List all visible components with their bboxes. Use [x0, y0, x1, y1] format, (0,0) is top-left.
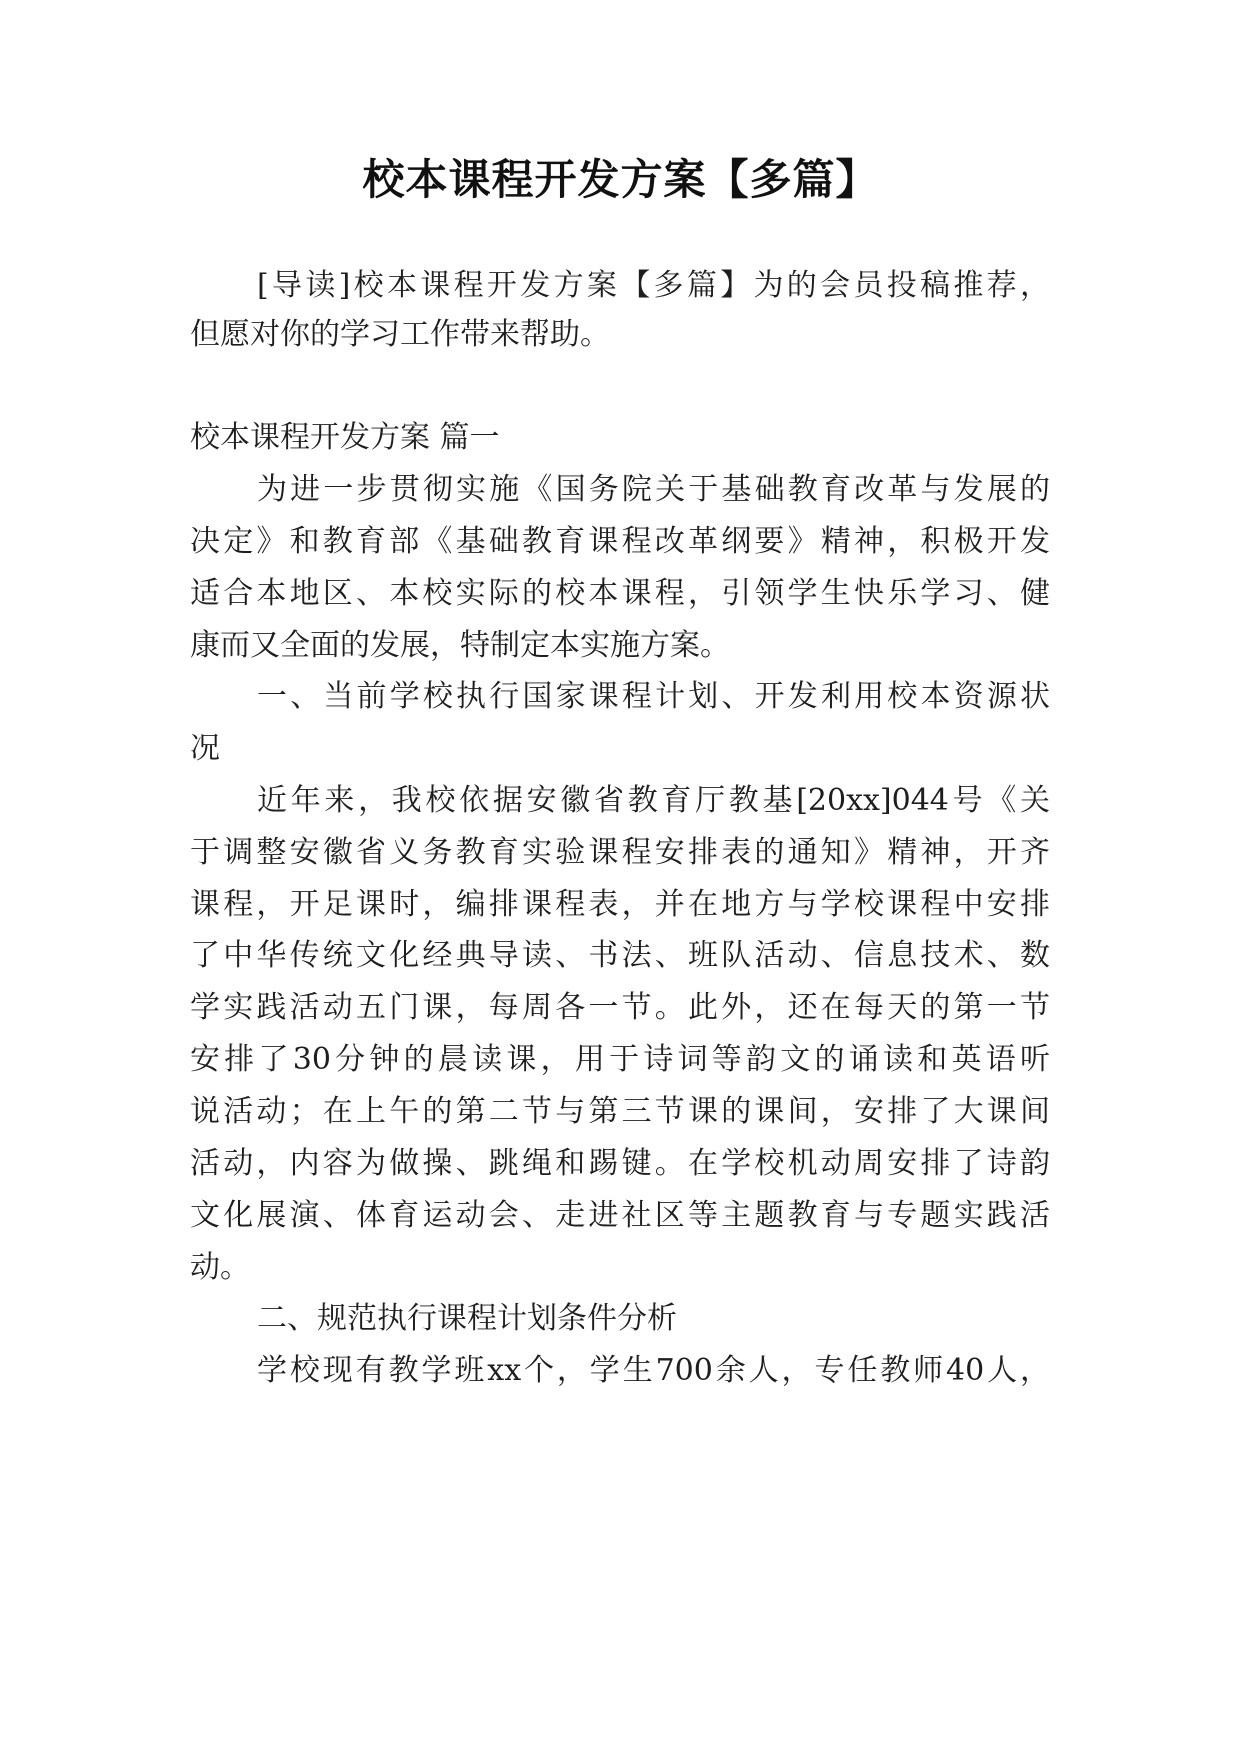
paragraph1-line-2: 决定》和教育部《基础教育课程改革纲要》精神，积极开发 — [190, 524, 1050, 559]
paragraph2-line-5: 学实践活动五门课，每周各一节。此外，还在每天的第一节 — [190, 990, 1050, 1025]
section-heading: 校本课程开发方案 篇一 — [190, 420, 500, 455]
paragraph2-line-1: 近年来，我校依据安徽省教育厅教基[20xx]044号《关 — [257, 783, 1050, 818]
paragraph1-line-1: 为进一步贯彻实施《国务院关于基础教育改革与发展的 — [257, 472, 1050, 507]
intro-line-2: 但愿对你的学习工作带来帮助。 — [190, 317, 610, 352]
paragraph2-line-6: 安排了30分钟的晨读课，用于诗词等韵文的诵读和英语听 — [190, 1042, 1050, 1077]
paragraph2-line-7: 说活动；在上午的第二节与第三节课的课间，安排了大课间 — [190, 1094, 1050, 1129]
paragraph1-line-4: 康而又全面的发展，特制定本实施方案。 — [190, 628, 730, 663]
paragraph1-line-3: 适合本地区、本校实际的校本课程，引领学生快乐学习、健 — [190, 576, 1050, 611]
intro-line-1: [导读]校本课程开发方案【多篇】为的会员投稿推荐， — [257, 268, 1050, 303]
paragraph2-line-8: 活动，内容为做操、跳绳和踢键。在学校机动周安排了诗韵 — [190, 1146, 1050, 1181]
paragraph2-line-2: 于调整安徽省义务教育实验课程安排表的通知》精神，开齐 — [190, 835, 1050, 870]
paragraph2-line-4: 了中华传统文化经典导读、书法、班队活动、信息技术、数 — [190, 938, 1050, 973]
paragraph2-line-10: 动。 — [190, 1250, 250, 1285]
document-title: 校本课程开发方案【多篇】 — [362, 155, 879, 204]
paragraph2-line-3: 课程，开足课时，编排课程表，并在地方与学校课程中安排 — [190, 887, 1050, 922]
paragraph3-line-1: 学校现有教学班xx个，学生700余人，专任教师40人， — [257, 1353, 1050, 1388]
heading1-line-2: 况 — [190, 731, 220, 766]
heading2: 二、规范执行课程计划条件分析 — [257, 1301, 677, 1336]
paragraph2-line-9: 文化展演、体育运动会、走进社区等主题教育与专题实践活 — [190, 1198, 1050, 1233]
heading1-line-1: 一、当前学校执行国家课程计划、开发利用校本资源状 — [257, 679, 1050, 714]
